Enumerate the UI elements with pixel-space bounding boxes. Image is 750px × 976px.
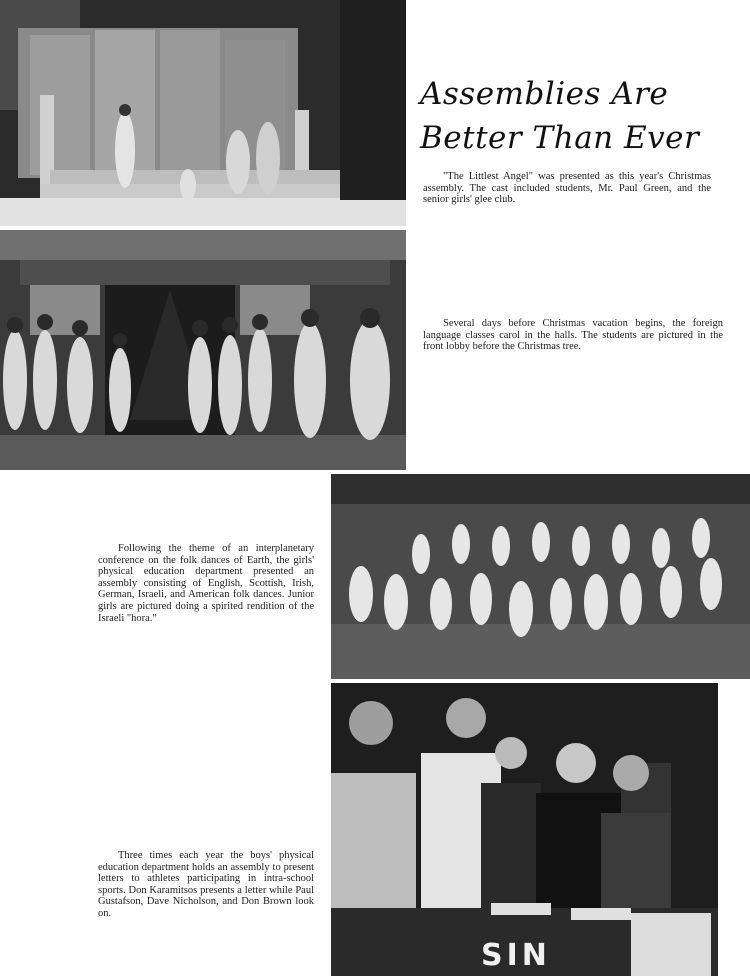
lobby-caroling-photo (0, 230, 406, 470)
caption-foreign-language: Several days before Christmas vacation begins, the foreign language classes carol in the halls. The students are pictured in the front lobby before the Christmas tree. (423, 318, 723, 353)
letter-sweater-text: SIN (481, 938, 551, 973)
letter-presentation-photo (331, 683, 718, 976)
caption-boys-letters: Three times each year the boys' physical education department holds an assembly to present letters to athletes participating in intra-school sports. Don Karamitsos presents a letter while Paul Gustafson, Dave Nicholson, and Don Brown look on. (98, 850, 314, 919)
caption-littlest-angel: "The Littlest Angel" was presented as this year's Christmas assembly. The cast included students, Mr. Paul Green, and the senior girls' glee club. (423, 171, 711, 206)
stage-play-photo (0, 0, 406, 226)
caption-folk-dances: Following the theme of an interplanetary conference on the folk dances of Earth, the girls' physical education department presented an assembly consisting of English, Scottish, Irish, German, Israeli, and American folk dances. Junior girls are pictured doing a spirited rendition of the Israeli "hora." (98, 543, 314, 624)
page-title (420, 72, 740, 160)
title-line-2: Better Than Ever (420, 120, 700, 156)
folk-dance-photo (331, 474, 750, 679)
title-line-1: Assemblies Are (420, 76, 669, 112)
